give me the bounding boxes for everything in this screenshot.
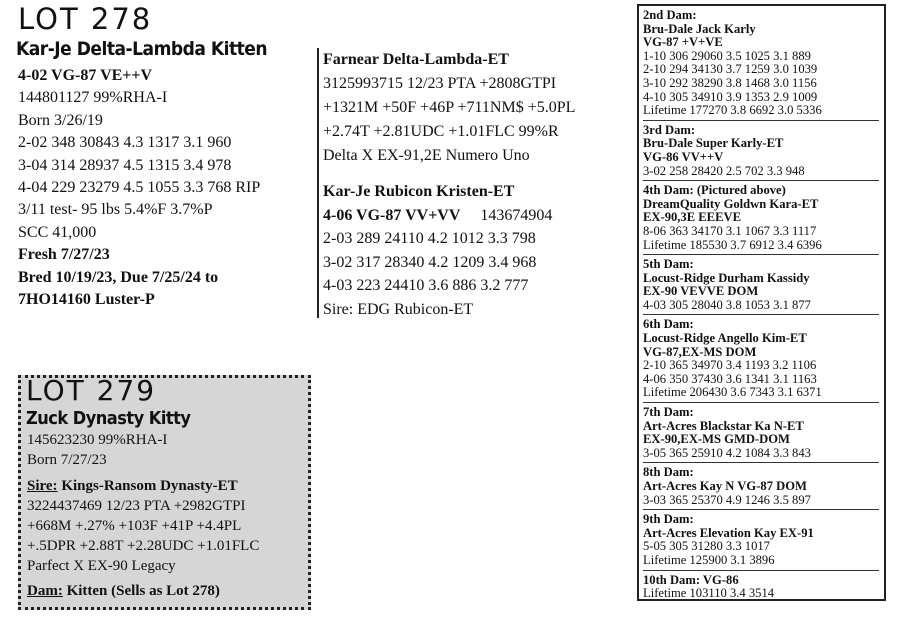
pedigree-record-line: 4-06 350 37430 3.6 1341 3.1 1163: [643, 371, 817, 386]
sire-details: [323, 72, 575, 168]
pedigree-generation: [643, 513, 879, 570]
pedigree-generation: [643, 406, 879, 463]
dam-block: [323, 180, 552, 321]
pedigree-record-line: 3-05 365 25910 4.2 1084 3.3 843: [643, 445, 811, 460]
lot279-born: Born 7/27/23: [27, 452, 107, 468]
pedigree-generation: [643, 258, 879, 315]
pedigree-generation: [643, 184, 879, 255]
lot279-details: [27, 430, 259, 601]
lot279-dam-text: Kitten (Sells as Lot 278): [62, 583, 220, 599]
pedigree-generation: [643, 9, 879, 121]
pedigree-ancestor-info: EX-90,3E EEEVE: [643, 210, 741, 225]
lot279-registration: 145623230 99%RHA-I: [27, 432, 168, 448]
pedigree-generation: [643, 466, 879, 510]
pedigree-generation-label: 5th Dam:: [643, 257, 694, 272]
pedigree-ancestor-info: VG-86 VV++V: [643, 149, 724, 164]
pedigree-ancestor-info: Bru-Dale Super Karly-ET: [643, 136, 784, 151]
pedigree-generation: [643, 318, 879, 403]
pedigree-ancestor-info: Locust-Ridge Angello Kim-ET: [643, 331, 807, 346]
pedigree-ancestor-info: EX-90 VEVVE DOM: [643, 284, 759, 299]
lot278-detail-line: 7HO14160 Luster-P: [18, 291, 155, 309]
pedigree-record-line: 3-10 292 38290 3.8 1468 3.0 1156: [643, 75, 817, 90]
lot278-detail-line: Bred 10/19/23, Due 7/25/24 to: [18, 268, 219, 286]
pedigree-list: [643, 9, 879, 606]
pedigree-ancestor-info: Art-Acres Kay N VG-87 DOM: [643, 479, 807, 493]
pedigree-generation-label: 10th Dam: VG-86: [643, 572, 739, 587]
pedigree-record-line: 3-03 365 25370 4.9 1246 3.5 897: [643, 492, 811, 507]
pedigree-record-line: Lifetime 103110 3.4 3514: [643, 586, 775, 601]
dam-details: [323, 227, 552, 321]
lot278-detail-line: SCC 41,000: [18, 223, 97, 241]
pedigree-record-line: 1-10 306 29060 3.5 1025 3.1 889: [643, 48, 811, 63]
pedigree-ancestor-info: VG-87 +V+VE: [643, 35, 723, 50]
pedigree-record-line: 2-10 294 34130 3.7 1259 3.0 1039: [643, 62, 818, 77]
lot279-sire-details: [27, 496, 259, 576]
dam-detail-line: 4-03 223 24410 3.6 886 3.2 777: [323, 277, 529, 294]
pedigree-ancestor-info: EX-90,EX-MS GMD-DOM: [643, 432, 790, 447]
sire-detail-line: 3125993715 12/23 PTA +2808GTPI: [323, 75, 557, 92]
dam-detail-line: Sire: EDG Rubicon-ET: [323, 300, 474, 318]
lot278-details: [18, 65, 260, 311]
pedigree-ancestor-info: Bru-Dale Jack Karly: [643, 21, 756, 36]
dam-classification: 4-06 VG-87 VV+VV: [323, 206, 461, 224]
pedigree-record-line: 3-02 258 28420 2.5 702 3.3 948: [643, 163, 805, 178]
pedigree-generation-label: 3rd Dam:: [643, 122, 696, 137]
lot278-detail-line: 3-04 314 28937 4.5 1315 3.4 978: [18, 156, 232, 174]
pedigree-generation: [643, 574, 879, 603]
pedigree-record-line: 5-05 305 31280 3.3 1017: [643, 539, 770, 554]
pedigree-ancestor-info: Art-Acres Elevation Kay EX-91: [643, 525, 814, 540]
pedigree-generation-label: 9th Dam:: [643, 512, 694, 527]
pedigree-ancestor-info: DreamQuality Goldwn Kara-ET: [643, 196, 819, 211]
lot279-dam-label: Dam:: [27, 583, 63, 599]
pedigree-record-line: Lifetime 206430 3.6 7343 3.1 6371: [643, 385, 822, 400]
pedigree-record-line: 4-03 305 28040 3.8 1053 3.1 877: [643, 297, 811, 312]
pedigree-record-line: 4-10 305 34910 3.9 1353 2.9 1009: [643, 89, 818, 104]
sire-detail-line: +1321M +50F +46P +711NM$ +5.0PL: [323, 99, 576, 116]
pedigree-record-line: 2-10 365 34970 3.4 1193 3.2 1106: [643, 358, 817, 373]
dam-name: Kar-Je Rubicon Kristen-ET: [323, 183, 515, 200]
pedigree-generation-label: 6th Dam:: [643, 317, 694, 332]
pedigree-record-line: 8-06 363 34170 3.1 1067 3.3 1117: [643, 223, 817, 238]
lot279-sire-label: Sire:: [27, 478, 58, 494]
pedigree-generation-label: 8th Dam:: [643, 465, 694, 480]
pedigree-record-line: Lifetime 177270 3.8 6692 3.0 5336: [643, 103, 822, 118]
lot278-detail-line: Fresh 7/27/23: [18, 246, 110, 264]
dam-detail-line: 2-03 289 24110 4.2 1012 3.3 798: [323, 230, 536, 247]
lot279-title: LOT 279: [26, 374, 157, 407]
lot278-detail-line: 144801127 99%RHA-I: [18, 89, 168, 107]
pedigree-generation-label: 4th Dam: (Pictured above): [643, 183, 786, 198]
dam-registration: 143674904: [480, 206, 553, 224]
lot278-detail-line: 3/11 test- 95 lbs 5.4%F 3.7%P: [18, 201, 213, 219]
lot279-sire-detail-line: +.5DPR +2.88T +2.28UDC +1.01FLC: [27, 538, 260, 554]
pedigree-ancestor-info: VG-87,EX-MS DOM: [643, 344, 757, 359]
lot279-sire-detail-line: Parfect X EX-90 Legacy: [27, 558, 176, 574]
pedigree-ancestor-info: Art-Acres Blackstar Ka N-ET: [643, 418, 804, 433]
sire-detail-line: +2.74T +2.81UDC +1.01FLC 99%R: [323, 123, 559, 140]
lot279-sire-detail-line: +668M +.27% +103F +41P +4.4PL: [27, 518, 242, 534]
sire-name: Farnear Delta-Lambda-ET: [323, 51, 509, 68]
pedigree-record-line: Lifetime 185530 3.7 6912 3.4 6396: [643, 237, 822, 252]
sire-block: [323, 48, 575, 168]
pedigree-ancestor-info: Locust-Ridge Durham Kassidy: [643, 270, 810, 285]
pedigree-record-line: Lifetime 125900 3.1 3896: [643, 552, 775, 567]
sire-detail-line: Delta X EX-91,2E Numero Uno: [323, 147, 530, 164]
dam-detail-line: 3-02 317 28340 4.2 1209 3.4 968: [323, 253, 537, 271]
pedigree-generation-label: 7th Dam:: [643, 405, 694, 420]
lot278-detail-line: 4-02 VG-87 VE++V: [18, 67, 153, 84]
lot278-title: LOT 278: [18, 2, 153, 36]
lot278-detail-line: 4-04 229 23279 4.5 1055 3.3 768 RIP: [18, 179, 261, 197]
lot278-detail-line: Born 3/26/19: [18, 111, 103, 129]
lot279-sire-name: Kings-Ransom Dynasty-ET: [57, 478, 238, 494]
lot278-detail-line: 2-02 348 30843 4.3 1317 3.1 960: [18, 134, 232, 152]
pedigree-generation-label: 2nd Dam:: [643, 8, 697, 22]
lot279-sire-detail-line: 3224437469 12/23 PTA +2982GTPI: [27, 498, 246, 514]
lot279-animal-name: Zuck Dynasty Kitty: [26, 408, 191, 429]
lot278-animal-name: Kar-Je Delta-Lambda Kitten: [16, 38, 268, 60]
pedigree-generation: [643, 124, 879, 181]
